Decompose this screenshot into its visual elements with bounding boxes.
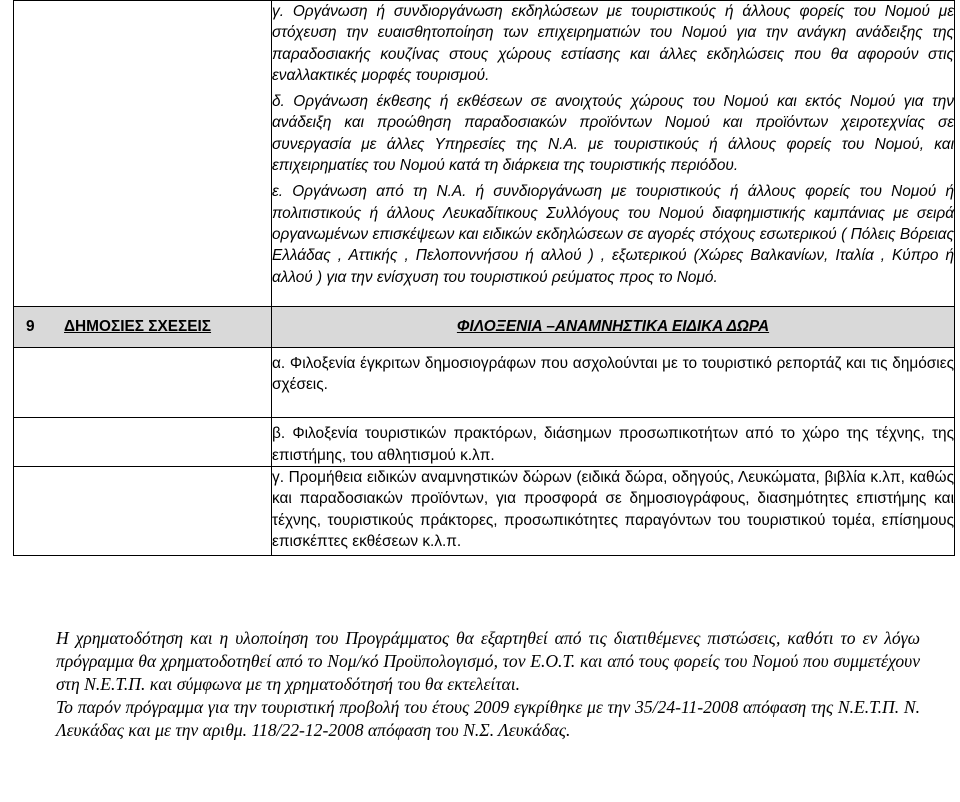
item-a-text: α. Φιλοξενία έγκριτων δημοσιογράφων που ασχολούνται με το τουριστικό ρεπορτάζ και τις δημόσιες σχέσεις.	[272, 354, 954, 394]
section-title: ΔΗΜΟΣΙΕΣ ΣΧΕΣΕΙΣ	[64, 317, 212, 335]
funding-paragraph: Η χρηματοδότηση και η υλοποίηση του Προγράμματος θα εξαρτηθεί από τις διατιθέμενες πιστώσεις, καθότι το εν λόγω πρόγραμμα θα χρηματοδοτηθεί από το Νομ/κό Προϋπολογισμό, τον Ε.Ο.Τ. και από τους φορείς του Νομού που συμμετέχουν στη Ν.Ε.Τ.Π. και σύμφωνα με τη χρηματοδότησή του θα εκτελείται.	[56, 628, 920, 694]
table-row	[14, 418, 955, 467]
empty-cell	[14, 418, 272, 467]
item-g-text: γ. Οργάνωση ή συνδιοργάνωση εκδηλώσεων με τουριστικούς ή άλλους φορείς του Νομού με στόχευση την ευαισθητοποίηση των επιχειρηματιών του Νομού για την ανάγκη ανάδειξης της παραδοσιακής κουζίνας στους χώρους εστίασης και άλλες εκδηλώσεις που θα αφορούν στις εναλλακτικές μορφές τουρισμού.	[272, 3, 954, 84]
approval-paragraph: Το παρόν πρόγραμμα για την τουριστική προβολή του έτους 2009 εγκρίθηκε με την 35/24-11-2008 απόφαση της Ν.Ε.Τ.Π. Ν. Λευκάδας και με την αριθμ. 118/22-12-2008 απόφαση του Ν.Σ. Λευκάδας.	[56, 697, 920, 740]
section-subtitle: ΦΙΛΟΞΕΝΙΑ –ΑΝΑΜΝΗΣΤΙΚΑ ΕΙΔΙΚΑ ΔΩΡΑ	[272, 306, 955, 347]
table-row	[14, 467, 955, 556]
section-number: 9	[26, 317, 35, 335]
empty-cell	[14, 467, 272, 556]
item-d-text: δ. Οργάνωση έκθεσης ή εκθέσεων σε ανοιχτούς χώρους του Νομού και εκτός Νομού για την ανάδειξη και προώθηση παραδοσιακών προϊόντων Νομού και προϊόντων χειροτεχνίας σε συνεργασία με άλλες Υπηρεσίες της Ν.Α. με τουριστικούς ή άλλους φορείς του Νομού, και επιχειρηματίες του Νομού κατά τη διάρκεια της τουριστικής περιόδου.	[272, 93, 954, 175]
empty-cell	[14, 347, 272, 418]
funding-note	[56, 627, 920, 742]
section-header-row	[14, 306, 955, 347]
section9-item-a-cell	[272, 347, 955, 418]
program-table	[13, 0, 955, 556]
table-row	[14, 1, 955, 307]
section9-item-g-cell	[272, 467, 955, 556]
item-g-gifts-text: γ. Προμήθεια ειδικών αναμνηστικών δώρων (ειδικά δώρα, οδηγούς, Λευκώματα, βιβλία κ.λπ, καθώς και παραδοσιακών προϊόντων, για προσφορά σε δημοσιογράφους, διασημότητες επιστήμης και τέχνης, τουριστικούς πράκτορες, προσωπικότητες παραγόντων του τουριστικού τομέα, επίσημους επισκέπτες εκθέσεων κ.λ.π.	[272, 469, 954, 550]
section-header-left	[14, 306, 272, 347]
item-e-text: ε. Οργάνωση από τη Ν.Α. ή συνδιοργάνωση με τουριστικούς ή άλλους φορείς του Νομού ή πολιτιστικούς ή άλλους Λευκαδίτικους Συλλόγους του Νομού διαφημιστικής καμπάνιας με σειρά οργανωμένων επισκέψεων και ειδικών εκδηλώσεων σε αγορές στόχους εσωτερικού ( Πόλεις Βόρειας Ελλάδας , Αττικής , Πελοποννήσου ή αλλού ) , εξωτερικού (Χώρες Βαλκανίων, Ιταλία , Κύπρο ή αλλού ) για την ενίσχυση του τουριστικού ρεύματος προς το Νομό.	[272, 183, 954, 286]
section9-item-b-cell	[272, 418, 955, 467]
empty-cell	[14, 1, 272, 307]
table-row	[14, 347, 955, 418]
activities-cell	[272, 1, 955, 307]
item-b-text: β. Φιλοξενία τουριστικών πρακτόρων, διάσημων προσωπικοτήτων από το χώρο της τέχνης, της επιστήμης, του αθλητισμού κ.λπ.	[272, 425, 954, 464]
